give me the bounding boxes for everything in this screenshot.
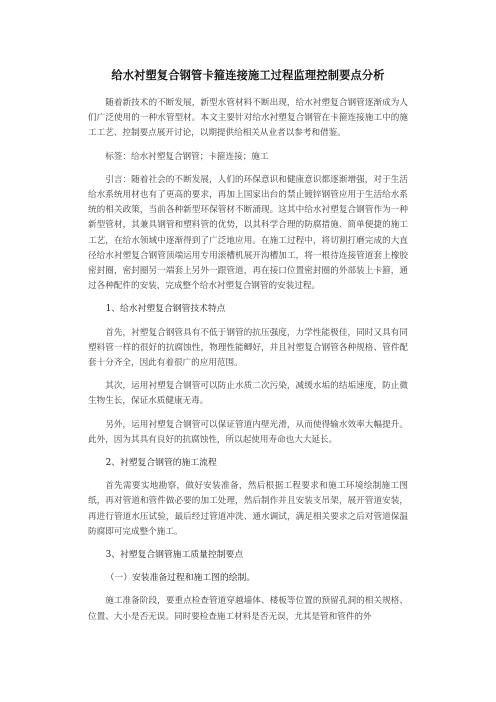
keywords-line: 标签：给水衬塑复合钢管；卡箍连接；施工 [105,151,269,162]
subsection-heading-3-1: （一）安装准备过程和施工图的绘制。 [105,573,256,584]
section-heading-3: 3、衬塑复合钢管施工质量控制要点 [105,550,244,561]
section-2-paragraph: 首先需要实地勘察，做好安装准备，然后根据工程要求和施工环境绘制施工图纸，再对管道和管件做必要的加工处理，然后制作并且安装支吊架，展开管道安装，再进行管道水压试验，最后经过管道冲洗、通水调试，满足相关要求之后对管道保温防腐即可完成整个施工。 [88,481,408,537]
abstract-paragraph: 随着新技术的不断发展，新型水管材料不断出现，给水衬塑复合钢管逐渐成为人们广泛使用的一种水管型材。本文主要针对给水衬塑复合钢管在卡箍连接施工中的施工工艺、控制要点展开讨论，以期提供给相关从业者以参考和借鉴。 [88,98,408,139]
section-3-paragraph: 施工准备阶段，要重点检查管道穿越墙体、楼板等位置的预留孔洞的相关规格、位置、大小是否无误。同时要检查施工材料是否无误，尤其是管和管件的外 [88,596,408,622]
section-heading-2: 2、衬塑复合钢管的施工流程 [105,458,217,469]
document-title: 给水衬塑复合钢管卡箍连接施工过程监理控制要点分析 [111,69,385,82]
intro-paragraph: 引言：随着社会的不断发展，人们的环保意识和健康意识都逐渐增强，对于生活给水系统用材也有了更高的要求，再加上国家出台的禁止镀锌钢管应用于生活给水系统的相关政策，当前各种新型环保管材不断涌现。这其中给水衬塑复合钢管作为一种新型管材，其兼具钢管和塑料管的优势，以其科学合理的防腐措施、简单便捷的施工工艺，在给水领域中逐渐得到了广泛地应用。在施工过程中，将切割打磨完成的大直径给水衬塑复合钢管顶端运用专用滚槽机展开沟槽加工，将一根待连接管道套上橡胶密封圈，密封圈另一端套上另外一跟管道，再在接口位置密封圈的外部装上卡箍，通过各种配件的安装，完成整个给水衬塑复合钢管的安装过程。 [88,174,408,292]
section-1-paragraph-3: 另外，运用衬塑复合钢管可以保证管道内壁光滑，从而使得输水效率大幅提升。此外，因为其具有良好的抗腐蚀性，所以起使用寿命也大大延长。 [88,419,408,445]
section-1-paragraph-1: 首先，衬塑复合钢管具有不低于钢管的抗压强度，力学性能极佳，同时又具有同塑料管一样的很好的抗腐蚀性，物理性能鲫好，并且衬塑复合钢管各种规格、管件配套十分齐全，因此有着很广的应用范围。 [88,327,408,369]
document-body [88,96,408,633]
section-1-paragraph-2: 其次，运用衬塑复合钢管可以防止水质二次污染，减缓水垢的结垢速度，防止微生物生长，保证水质健康无毒。 [88,381,408,407]
section-heading-1: 1、给水衬塑复合钢管技术特点 [105,304,226,315]
